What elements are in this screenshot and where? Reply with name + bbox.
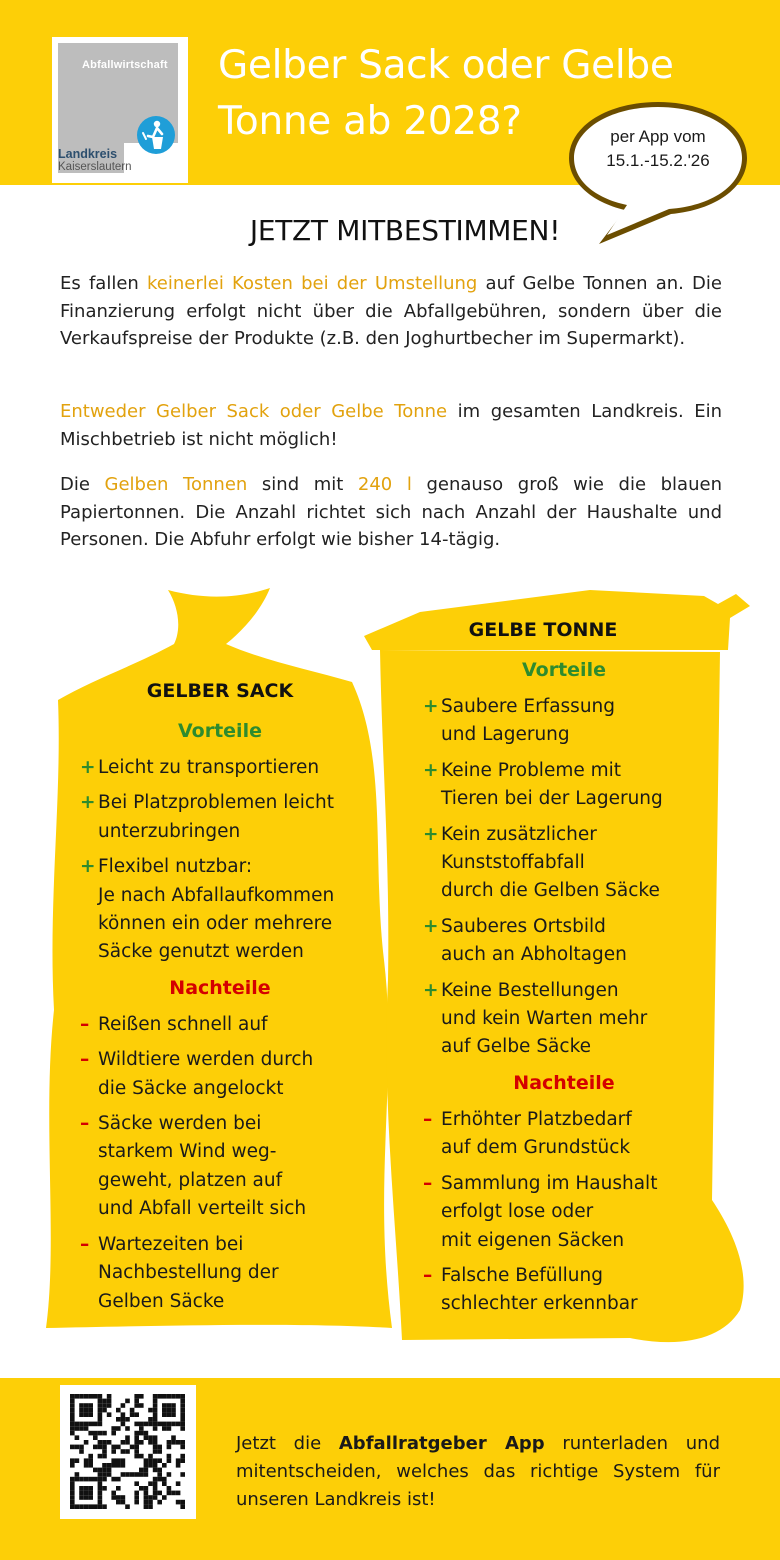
list-item-text: Bei Platzproblemen leicht unterzubringen	[98, 792, 335, 842]
logo-department: Abfallwirtschaft	[82, 59, 168, 71]
list-item	[80, 1011, 370, 1039]
list-item-text: Leicht zu transportieren	[98, 757, 320, 778]
intro-paragraph-costs: Es fallen keinerlei Kosten bei der Umstellung auf Gelbe Tonnen an. Die Finanzierung erfolgt nicht über die Abfallgebühren, sondern über die Verkaufspreise der Produkte (z.B. den Joghurtbecher im Supermarkt).	[60, 273, 722, 349]
list-item-text: Reißen schnell auf	[98, 1013, 268, 1035]
list-item-text: Kein zusätzlicher Kunststoffabfall durch die Gelben Säcke	[441, 823, 660, 902]
list-item-text: Wildtiere werden durch die Säcke angelockt	[98, 1049, 314, 1099]
bullet-marker: +	[80, 792, 96, 814]
sack-title: GELBER SACK	[146, 680, 294, 702]
logo-landkreis: Landkreis	[58, 147, 118, 161]
list-item	[80, 1231, 370, 1316]
list-item	[80, 789, 370, 846]
qr-code[interactable]	[60, 1385, 196, 1519]
bullet-marker: +	[80, 757, 96, 778]
list-item-text: Wartezeiten bei Nachbestellung der Gelben Säcke	[98, 1233, 279, 1312]
list-item	[80, 754, 370, 782]
bullet-marker: +	[423, 915, 439, 937]
list-item-text: Saubere Erfassung und Lagerung	[441, 696, 616, 746]
tonne-title: GELBE TONNE	[468, 619, 618, 641]
call-to-action-heading: JETZT MITBESTIMMEN!	[249, 214, 561, 247]
list-item-text: Erhöhter Platzbedarf auf dem Grundstück	[441, 1108, 632, 1159]
panel-gelbe-tonne	[423, 619, 723, 1326]
bullet-marker: +	[80, 856, 96, 878]
footer-text: Jetzt die Abfallratgeber App runterladen und mitentscheiden, welches das richtige System für unseren Landkreis ist!	[236, 1433, 721, 1510]
intro-paragraph-either-or: Entweder Gelber Sack oder Gelbe Tonne im gesamten Landkreis. Ein Mischbetrieb ist nicht möglich!	[60, 401, 723, 450]
logo-place: Kaiserslautern	[58, 161, 132, 173]
bullet-marker: –	[423, 1108, 433, 1130]
list-item	[423, 1262, 723, 1319]
list-item	[80, 853, 370, 967]
list-item-text: Keine Probleme mit Tieren bei der Lagerung	[441, 759, 663, 810]
list-item	[423, 821, 723, 906]
bullet-marker: +	[423, 823, 439, 845]
bullet-marker: –	[80, 1049, 90, 1071]
list-item	[80, 1110, 370, 1224]
bullet-marker: +	[423, 696, 439, 717]
list-item-text: Keine Bestellungen und kein Warten mehr auf Gelbe Säcke	[441, 979, 648, 1058]
list-item-text: Flexibel nutzbar: Je nach Abfallaufkommen können ein oder mehrere Säcke genutzt werden	[98, 856, 335, 963]
tonne-pros-list	[423, 693, 723, 1062]
list-item-text: Säcke werden bei starkem Wind weg- geweht, platzen auf und Abfall verteilt sich	[98, 1113, 307, 1220]
bubble-text: per App vom 15.1.-15.2.'26	[606, 127, 710, 170]
tonne-cons-heading: Nachteile	[513, 1071, 615, 1094]
sack-cons-list	[80, 1011, 370, 1316]
bullet-marker: –	[80, 1233, 90, 1255]
bullet-marker: –	[80, 1113, 90, 1135]
tonne-pros-heading: Vorteile	[522, 659, 606, 681]
list-item	[423, 693, 723, 750]
list-item-text: Falsche Befüllung schlechter erkennbar	[441, 1264, 638, 1315]
list-item-text: Sauberes Ortsbild auch an Abholtagen	[441, 915, 627, 966]
page-title: Gelber Sack oder Gelbe Tonne ab 2028?	[218, 43, 674, 144]
qr-code-icon	[60, 1385, 196, 1519]
list-item	[423, 1106, 723, 1163]
list-item	[423, 913, 723, 970]
sack-pros-heading: Vorteile	[178, 720, 262, 742]
bullet-marker: +	[423, 759, 439, 781]
tonne-cons-list	[423, 1106, 723, 1319]
list-item	[423, 757, 723, 814]
bullet-marker: –	[423, 1172, 433, 1194]
bullet-marker: –	[80, 1013, 90, 1035]
panel-gelber-sack	[80, 680, 370, 1323]
list-item	[423, 1170, 723, 1255]
sack-pros-list	[80, 754, 370, 967]
list-item-text: Sammlung im Haushalt erfolgt lose oder mit eigenen Säcken	[441, 1172, 658, 1251]
bullet-marker: –	[423, 1264, 433, 1286]
bullet-marker: +	[423, 979, 439, 1001]
sack-cons-heading: Nachteile	[169, 976, 271, 999]
intro-paragraph-size: Die Gelben Tonnen sind mit 240 l genauso groß wie die blauen Papiertonnen. Die Anzahl richtet sich nach Anzahl der Haushalte und Personen. Die Abfuhr erfolgt wie bisher 14-tägig.	[60, 474, 722, 550]
list-item	[423, 977, 723, 1062]
list-item	[80, 1046, 370, 1103]
